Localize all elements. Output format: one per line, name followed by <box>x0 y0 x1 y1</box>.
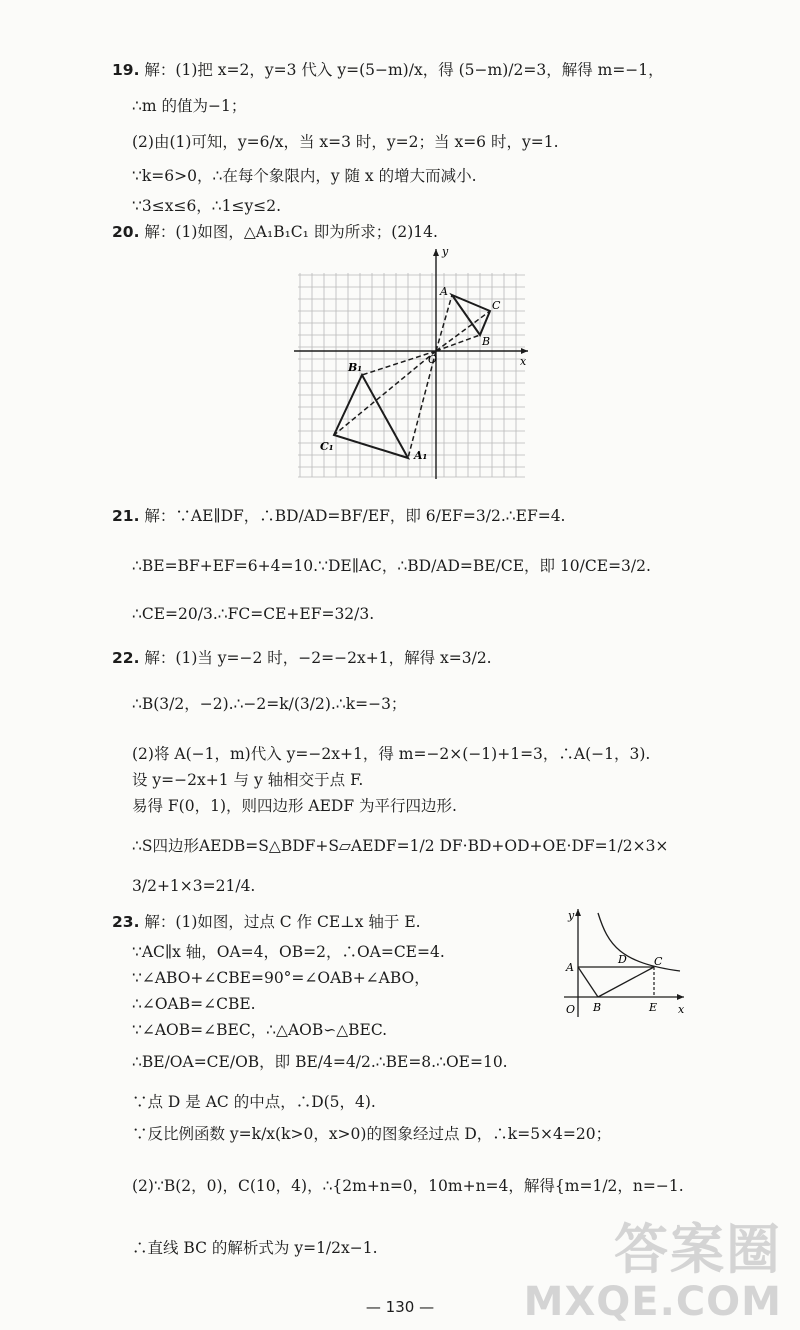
p20-number: 20. <box>112 223 140 241</box>
label-c: C <box>654 955 663 968</box>
label-a: A <box>440 285 448 298</box>
p23-line-1: 23. 解：(1)如图，过点 C 作 CE⊥x 轴于 E. <box>112 913 421 931</box>
label-e: E <box>649 1001 658 1014</box>
p22-line-5: 易得 F(0，1)，则四边形 AEDF 为平行四边形. <box>132 797 457 815</box>
hyperbola-curve <box>598 913 680 971</box>
p23-line-5: ∵∠AOB=∠BEC，∴△AOB∽△BEC. <box>132 1021 388 1039</box>
segment-ab <box>578 967 598 997</box>
label-b: B <box>593 1001 602 1014</box>
p22-line-3: (2)将 A(−1，m)代入 y=−2x+1，得 m=−2×(−1)+1=3，∴A(−1，3). <box>132 745 651 763</box>
label-b: B <box>482 335 491 348</box>
p23-number: 23. <box>112 913 140 931</box>
p22-line-6: ∴S四边形AEDB=S△BDF+S▱AEDF=1/2 DF·BD+OD+OE·DF=1/2×3× <box>132 837 669 855</box>
p19-number: 19. <box>112 61 140 79</box>
p23-line-2: ∵AC∥x 轴，OA=4，OB=2，∴OA=CE=4. <box>132 943 445 961</box>
p21-line-2: ∴BE=BF+EF=6+4=10.∵DE∥AC，∴BD/AD=BE/CE，即 10/CE=3/2. <box>132 557 651 575</box>
watermark-line2: MXQE.COM <box>523 1279 782 1325</box>
label-b1: B₁ <box>348 361 363 374</box>
page-number: — 130 — <box>365 1298 435 1316</box>
p20-line-1: 20. 解：(1)如图，△A₁B₁C₁ 即为所求；(2)14. <box>112 223 438 241</box>
p21-number: 21. <box>112 507 140 525</box>
segment-bc <box>598 967 654 997</box>
x-axis-arrow <box>677 994 684 1000</box>
p23-line-4: ∴∠OAB=∠CBE. <box>132 995 256 1013</box>
label-a1: A₁ <box>414 449 428 462</box>
label-y: y <box>442 245 449 258</box>
p23-line-3: ∵∠ABO+∠CBE=90°=∠OAB+∠ABO， <box>132 969 430 987</box>
p21-line-3: ∴CE=20/3.∴FC=CE+EF=32/3. <box>132 605 375 623</box>
p19-line-2: ∴m 的值为−1； <box>132 97 247 115</box>
label-c1: C₁ <box>320 440 334 453</box>
p23-function-figure <box>560 905 690 1020</box>
label-x: x <box>520 355 527 368</box>
p22-line-2: ∴B(3/2，−2).∴−2=k/(3/2).∴k=−3； <box>132 695 407 713</box>
p19-line-4: ∵k=6>0，∴在每个象限内，y 随 x 的增大而减小. <box>132 167 477 185</box>
label-x: x <box>678 1003 685 1016</box>
p23-line-7: ∵点 D 是 AC 的中点，∴D(5，4). <box>132 1093 376 1111</box>
label-a: A <box>566 961 574 974</box>
p19-line-3: (2)由(1)可知，y=6/x，当 x=3 时，y=2；当 x=6 时，y=1. <box>132 133 559 151</box>
label-y: y <box>568 909 575 922</box>
p23-line-10: ∴直线 BC 的解析式为 y=1/2x−1. <box>132 1239 378 1257</box>
p22-number: 22. <box>112 649 140 667</box>
watermark-line1: 答案圈 <box>614 1218 782 1281</box>
p23-line-6: ∴BE/OA=CE/OB，即 BE/4=4/2.∴BE=8.∴OE=10. <box>132 1053 508 1071</box>
p19-line-1: 19. 解：(1)把 x=2，y=3 代入 y=(5−m)/x，得 (5−m)/2=3，解得 m=−1， <box>112 61 664 79</box>
p20-coordinate-grid-figure <box>290 245 535 480</box>
dashed-lines <box>334 295 490 458</box>
label-d: D <box>618 953 627 966</box>
label-c: C <box>492 299 501 312</box>
watermark <box>524 1220 782 1324</box>
p22-line-1: 22. 解：(1)当 y=−2 时，−2=−2x+1，解得 x=3/2. <box>112 649 492 667</box>
p19-line-5: ∵3≤x≤6，∴1≤y≤2. <box>132 197 282 215</box>
x-axis-arrow <box>521 348 528 354</box>
triangle-a1b1c1 <box>334 375 408 458</box>
y-axis-arrow <box>575 909 581 916</box>
p22-line-4: 设 y=−2x+1 与 y 轴相交于点 F. <box>132 771 364 789</box>
p23-line-8: ∵反比例函数 y=k/x(k>0，x>0)的图象经过点 D，∴k=5×4=20； <box>132 1125 612 1143</box>
p22-line-7: 3/2+1×3=21/4. <box>132 877 256 895</box>
label-o: O <box>428 353 438 366</box>
y-axis-arrow <box>433 249 439 256</box>
p21-line-1: 21. 解：∵AE∥DF，∴BD/AD=BF/EF，即 6/EF=3/2.∴EF=4. <box>112 507 566 525</box>
label-o: O <box>566 1003 576 1016</box>
p23-line-9: (2)∵B(2，0)，C(10，4)，∴{2m+n=0，10m+n=4，解得{m=1/2，n=−1. <box>132 1177 684 1195</box>
